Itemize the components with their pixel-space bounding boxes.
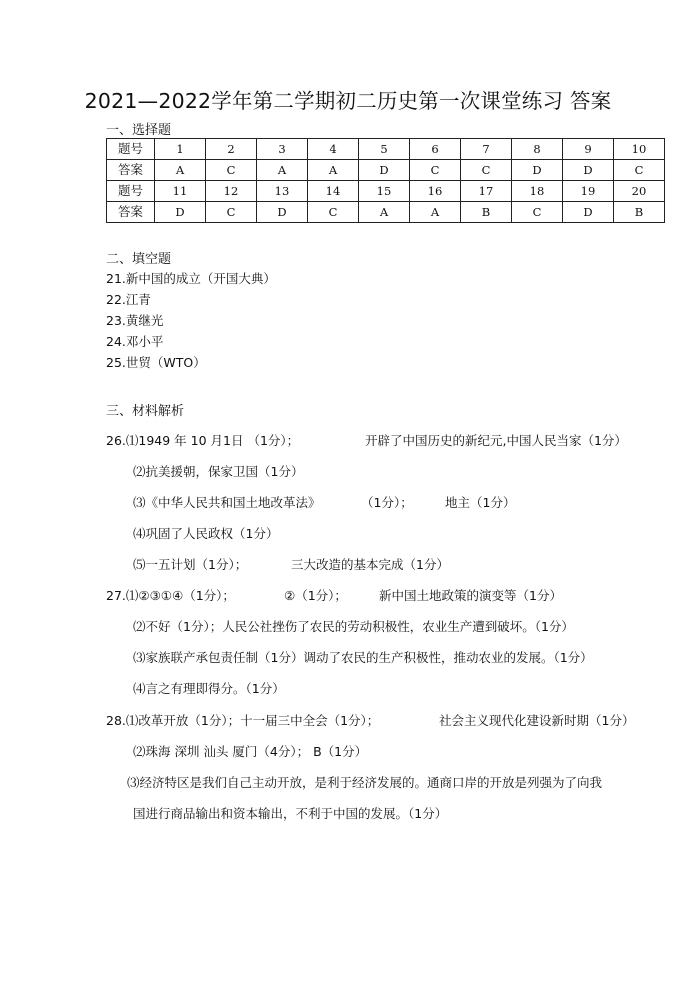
section-fill-heading: 二、填空题 [106, 252, 172, 267]
table-cell: B [614, 202, 665, 223]
table-cell: 3 [257, 139, 308, 160]
table-cell: 20 [614, 181, 665, 202]
table-cell: 13 [257, 181, 308, 202]
table-cell: 14 [308, 181, 359, 202]
q26-p1-date: 26.⑴1949 年 10 月1日 （1分）； [106, 433, 300, 448]
table-cell: 17 [461, 181, 512, 202]
fill-answer-25: 25.世贸（WTO） [106, 355, 206, 370]
table-cell: 15 [359, 181, 410, 202]
table-cell: 9 [563, 139, 614, 160]
fill-answer-24: 24.邓小平 [106, 334, 164, 349]
fill-answer-21: 21.新中国的成立（开国大典） [106, 271, 276, 286]
q28-p1-period: 社会主义现代化建设新时期（1分） [439, 713, 635, 728]
q26-p3-score: （1分）； [361, 495, 413, 510]
q26-line-2: ⑵抗美援朝，保家卫国（1分） [133, 464, 304, 479]
table-cell: 12 [206, 181, 257, 202]
table-cell: 10 [614, 139, 665, 160]
table-cell: C [512, 202, 563, 223]
table-cell: D [359, 160, 410, 181]
q27-p1-theme: 新中国土地政策的演变等（1分） [379, 588, 562, 603]
table-cell: D [563, 160, 614, 181]
table-cell: A [257, 160, 308, 181]
document-title: 2021—2022学年第二学期初二历史第一次课堂练习 答案 [84, 89, 612, 113]
table-row-header: 题号 [107, 139, 155, 160]
table-row-header: 答案 [107, 202, 155, 223]
table-cell: 7 [461, 139, 512, 160]
table-cell: 11 [155, 181, 206, 202]
table-cell: C [206, 202, 257, 223]
table-row [107, 160, 665, 181]
q26-p1-meaning: 开辟了中国历史的新纪元,中国人民当家（1分） [365, 433, 627, 448]
q27-line-4: ⑷言之有理即得分。（1分） [133, 681, 285, 696]
q28-line-3b: 国进行商品输出和资本输出，不利于中国的发展。（1分） [133, 806, 448, 821]
q28-p1-reform: 28.⑴改革开放（1分）；十一届三中全会（1分）； [106, 713, 380, 728]
q27-line-2: ⑵不好（1分）；人民公社挫伤了农民的劳动积极性，农业生产遭到破坏。（1分） [133, 619, 574, 634]
q26-p5-plan: ⑸一五计划（1分）； [133, 557, 248, 572]
table-cell: D [512, 160, 563, 181]
table-cell: D [257, 202, 308, 223]
table-cell: 19 [563, 181, 614, 202]
table-cell: C [461, 160, 512, 181]
q26-p3-law: ⑶《中华人民共和国土地改革法》 [133, 495, 321, 510]
table-cell: 4 [308, 139, 359, 160]
table-cell: B [461, 202, 512, 223]
q26-p5-reform: 三大改造的基本完成（1分） [291, 557, 449, 572]
table-cell: C [410, 160, 461, 181]
section-choice-heading: 一、选择题 [106, 123, 172, 138]
q28-line-3a: ⑶经济特区是我们自己主动开放，是利于经济发展的。通商口岸的开放是列强为了向我 [127, 775, 603, 790]
q26-line-4: ⑷巩固了人民政权（1分） [133, 526, 279, 541]
q27-p1-choice: ②（1分）； [284, 588, 347, 603]
table-cell: 5 [359, 139, 410, 160]
q27-line-3: ⑶家族联产承包责任制（1分）调动了农民的生产积极性，推动农业的发展。（1分） [133, 650, 593, 665]
table-cell: 16 [410, 181, 461, 202]
table-cell: A [359, 202, 410, 223]
table-cell: C [308, 202, 359, 223]
table-row [107, 139, 665, 160]
table-cell: 1 [155, 139, 206, 160]
table-cell: A [308, 160, 359, 181]
table-cell: A [410, 202, 461, 223]
table-row-header: 答案 [107, 160, 155, 181]
table-row [107, 181, 665, 202]
table-row-header: 题号 [107, 181, 155, 202]
q28-line-2: ⑵珠海 深圳 汕头 厦门（4分）； B（1分） [133, 744, 368, 759]
table-cell: D [563, 202, 614, 223]
table-row [107, 202, 665, 223]
table-cell: C [206, 160, 257, 181]
fill-answer-23: 23.黄继光 [106, 313, 164, 328]
q27-p1-order: 27.⑴②③①④（1分）； [106, 588, 235, 603]
table-cell: 2 [206, 139, 257, 160]
fill-answer-22: 22.江青 [106, 292, 151, 307]
section-material-heading: 三、材料解析 [106, 404, 185, 419]
q26-p3-landlord: 地主（1分） [445, 495, 516, 510]
table-cell: A [155, 160, 206, 181]
table-cell: D [155, 202, 206, 223]
table-cell: C [614, 160, 665, 181]
table-cell: 6 [410, 139, 461, 160]
table-cell: 8 [512, 139, 563, 160]
table-cell: 18 [512, 181, 563, 202]
answer-table [106, 138, 665, 223]
